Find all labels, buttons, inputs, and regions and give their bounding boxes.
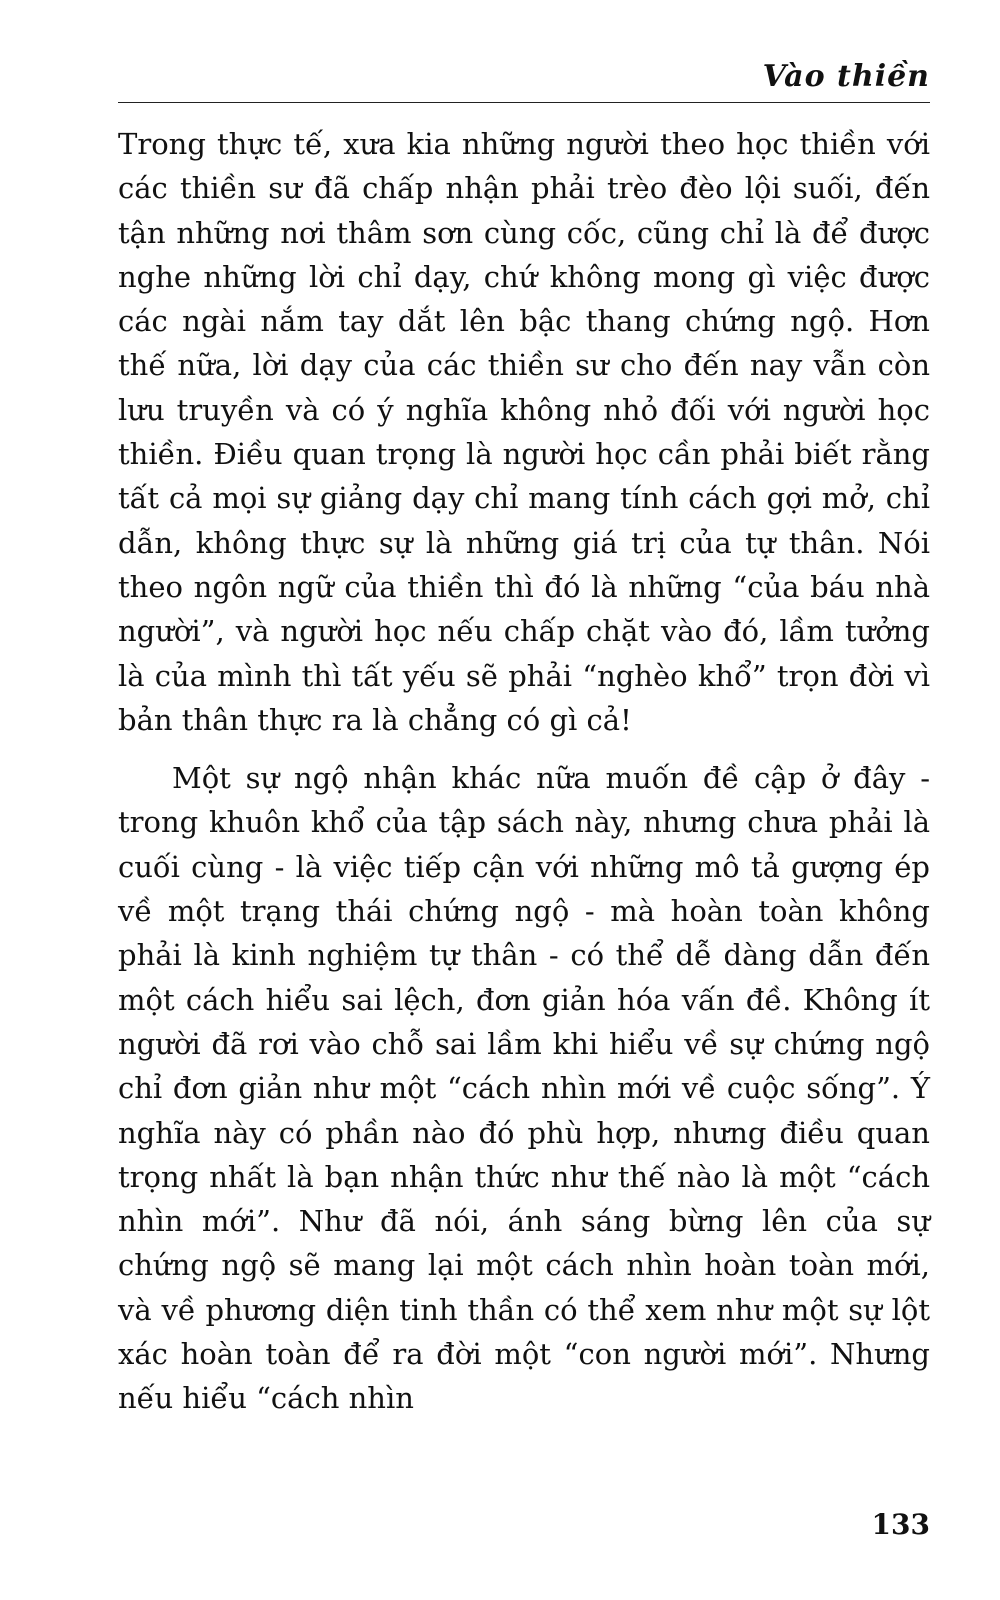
page-number: 133 [871,1508,930,1541]
running-header [118,44,930,103]
paragraph-2: Một sự ngộ nhận khác nữa muốn đề cập ở đây - trong khuôn khổ của tập sách này, nhưng chưa phải là cuối cùng - là việc tiếp cận với những mô tả gượng ép về một trạng thái chứng ngộ - mà hoàn toàn không phải là kinh nghiệm tự thân - có thể dễ dàng dẫn đến một cách hiểu sai lệch, đơn giản hóa vấn đề. Không ít người đã rơi vào chỗ sai lầm khi hiểu về sự chứng ngộ chỉ đơn giản như một “cách nhìn mới về cuộc sống”. Ý nghĩa này có phần nào đó phù hợp, nhưng điều quan trọng nhất là bạn nhận thức như thế nào là một “cách nhìn mới”. Như đã nói, ánh sáng bừng lên của sự chứng ngộ sẽ mang lại một cách nhìn hoàn toàn mới, và về phương diện tinh thần có thể xem như một sự lột xác hoàn toàn để ra đời một “con người mới”. Nhưng nếu hiểu “cách nhìn [118,761,930,1416]
running-title: Vào thiền [762,59,930,94]
body-text [118,122,930,1421]
paragraph-1: Trong thực tế, xưa kia những người theo học thiền với các thiền sư đã chấp nhận phải trèo đèo lội suối, đến tận những nơi thâm sơn cùng cốc, cũng chỉ là để được nghe những lời chỉ dạy, chứ không mong gì việc được các ngài nắm tay dắt lên bậc thang chứng ngộ. Hơn thế nữa, lời dạy của các thiền sư cho đến nay vẫn còn lưu truyền và có ý nghĩa không nhỏ đối với người học thiền. Điều quan trọng là người học cần phải biết rằng tất cả mọi sự giảng dạy chỉ mang tính cách gợi mở, chỉ dẫn, không thực sự là những giá trị của tự thân. Nói theo ngôn ngữ của thiền thì đó là những “của báu nhà người”, và người học nếu chấp chặt vào đó, lầm tưởng là của mình thì tất yếu sẽ phải “nghèo khổ” trọn đời vì bản thân thực ra là chẳng có gì cả! [118,127,930,737]
